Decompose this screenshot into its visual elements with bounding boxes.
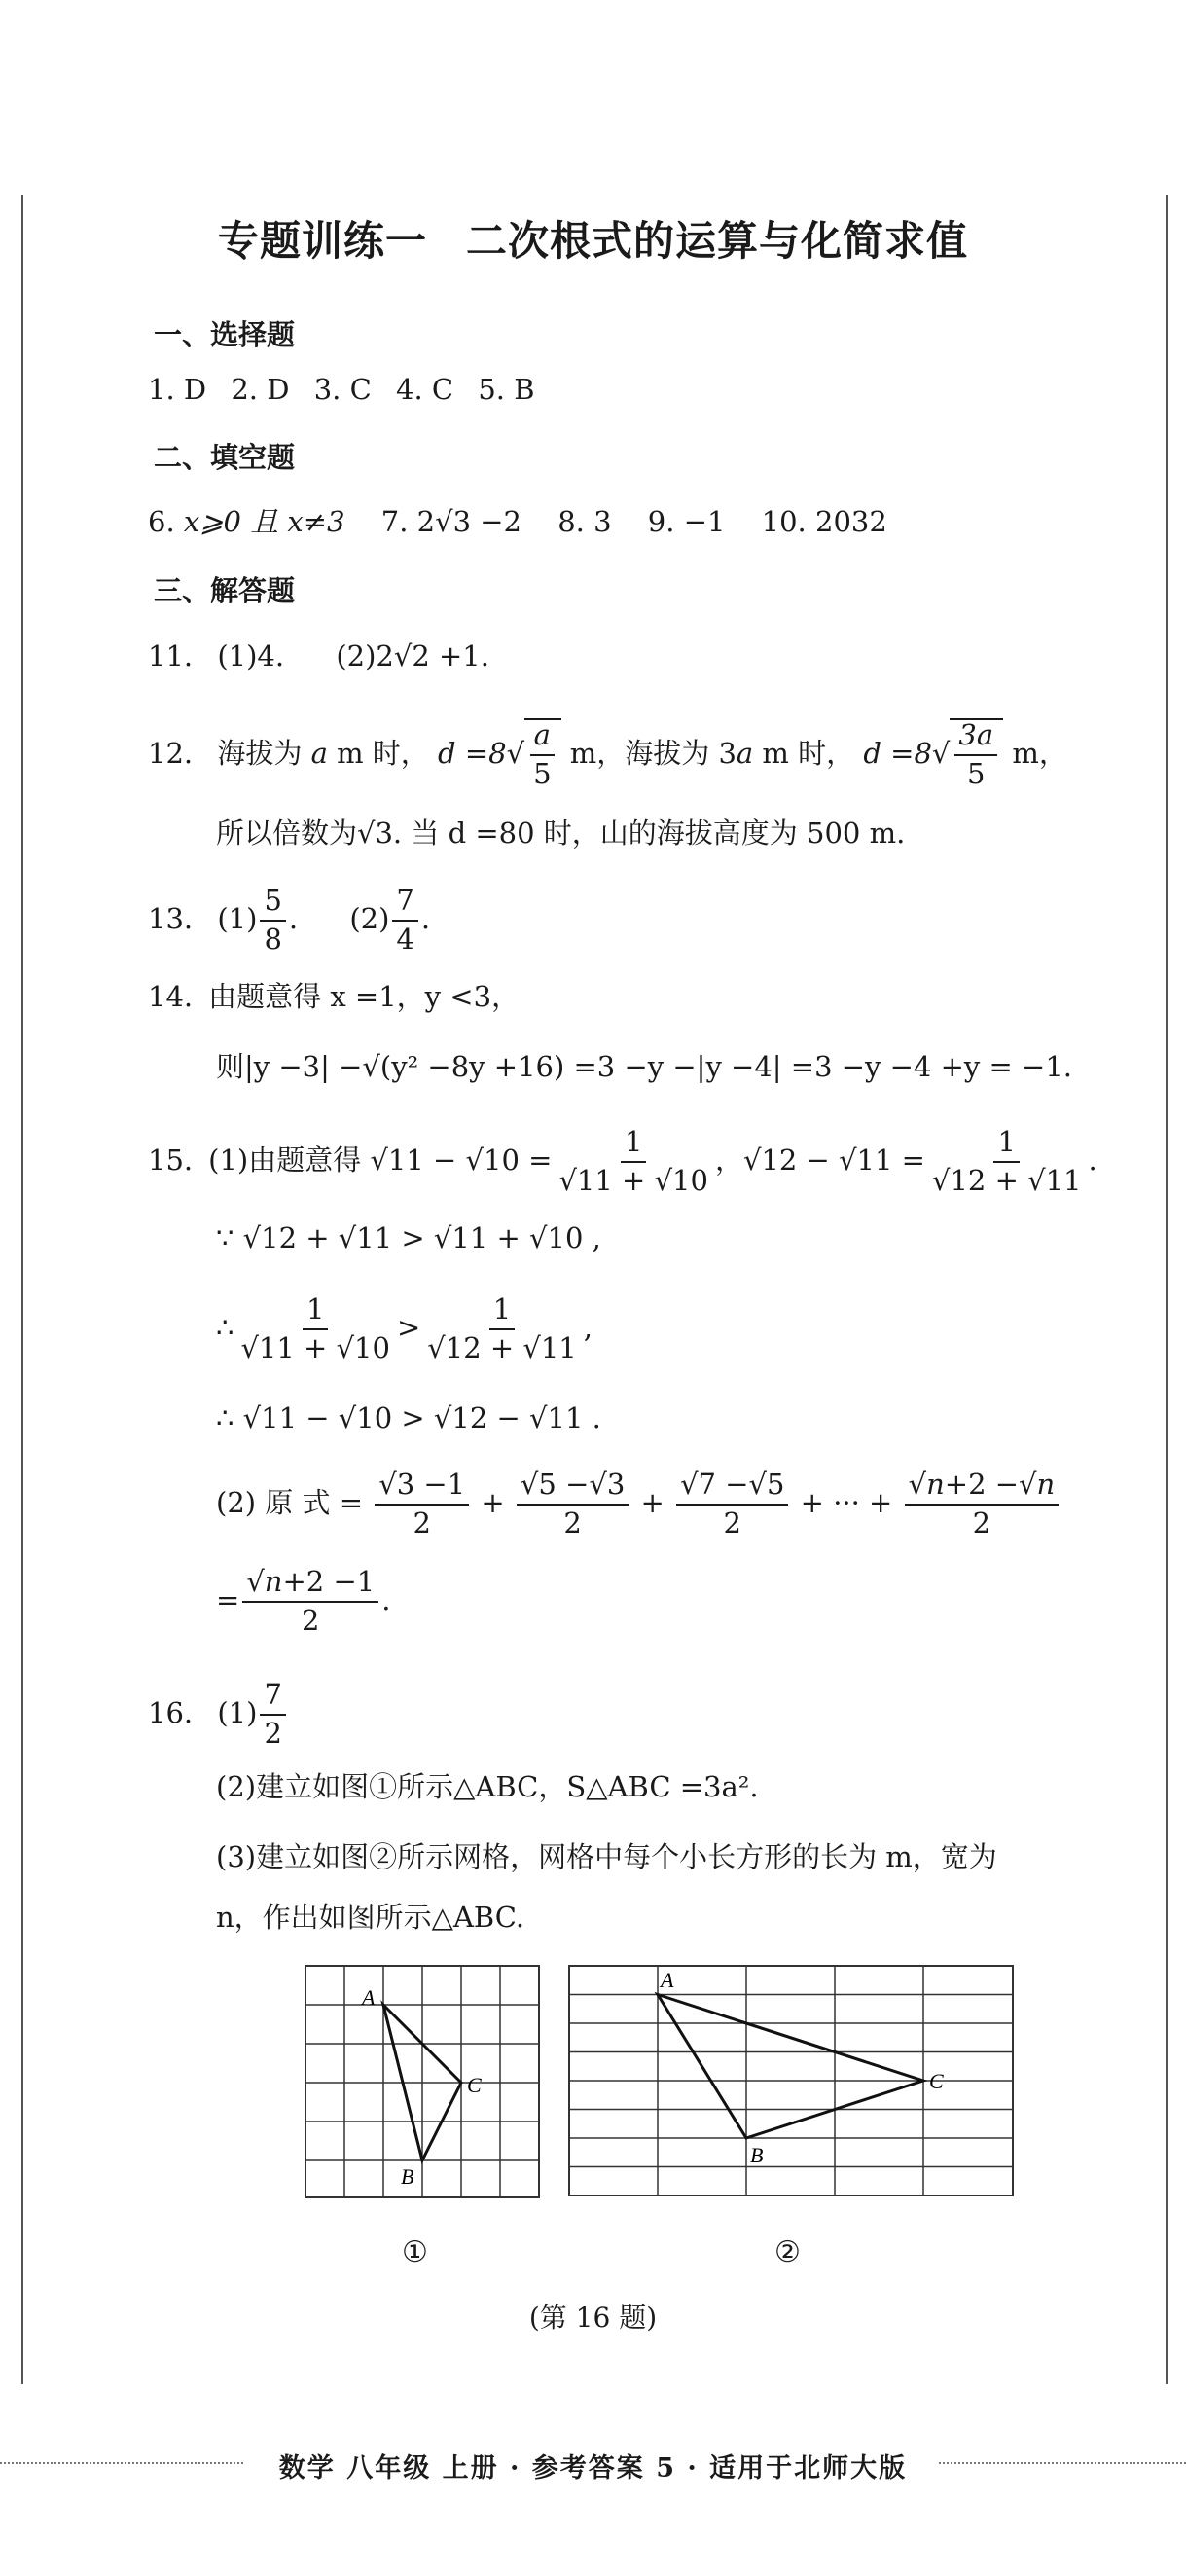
q16-part3-cont: n，作出如图所示△ABC.	[216, 1901, 525, 1934]
vertex-c-label: C	[467, 2073, 482, 2097]
q15-line2: ∵ √12 + √11 > √11 + √10 ,	[216, 1221, 601, 1254]
q16-part2: (2)建立如图①所示△ABC，S△ABC =3a².	[216, 1770, 759, 1803]
left-margin-line	[21, 195, 23, 2384]
figure-2-label: ②	[774, 2235, 801, 2269]
q16-part3: (3)建立如图②所示网格，网格中每个小长方形的长为 m，宽为	[216, 1840, 997, 1873]
figure-1-label: ①	[402, 2235, 428, 2269]
right-margin-line	[1166, 195, 1168, 2384]
q14-line1: 14. 由题意得 x =1，y <3，	[148, 980, 521, 1013]
section-solve: 三、解答题	[154, 574, 296, 607]
q11: 11. (1)4. (2)2√2 +1.	[148, 639, 489, 672]
footer: 数学 八年级 上册 · 参考答案 5 · 适用于北师大版	[278, 2453, 908, 2484]
q15-line4: ∴ √11 − √10 > √12 − √11 .	[216, 1401, 601, 1434]
vertex-c-label: C	[929, 2069, 944, 2093]
section-choice: 一、选择题	[154, 318, 296, 351]
vertex-b-label: B	[401, 2164, 414, 2189]
q12-line1: 12. 海拔为 a m 时， d =8√ $\frac{a}{5}$ m，海拔为 3a m 时， d =8√ $\frac{3a}{5}$ m，	[148, 718, 1067, 790]
vertex-b-label: B	[750, 2143, 764, 2167]
q13: 13. (1) $\frac{5}{8}$ . (2) $\frac{7}{4}$ .	[148, 884, 431, 956]
vertex-a-label: A	[362, 1985, 376, 2010]
q15-line6: = $\frac{√n+2 -1}{2}$ .	[216, 1565, 391, 1637]
q15-line3: ∴ $\frac{1}{√11 + √10}$ > $\frac{1}{√12 + √11}$ ,	[216, 1292, 593, 1364]
q12-line2: 所以倍数为√3. 当 d =80 时，山的海拔高度为 500 m.	[216, 816, 906, 850]
q6-10-answers: 6. x⩾0 且 x≠3 7. 2√3 −2 8. 3 9. −1 10. 2032	[148, 505, 887, 538]
triangle-abc-2	[658, 1995, 923, 2139]
figure-2-grid	[559, 1956, 1026, 2209]
q15-line5: (2) 原 式 = $\frac{√3 -1}{2}$ + $\frac{√5 -√3}{2}$ + $\frac{√7 -√5}{2}$ + ··· + $\frac{√n+2 -√n}{2}$	[216, 1469, 1061, 1540]
q14-line2: 则|y −3| −√(y² −8y +16) =3 −y −|y −4| =3 −y −4 +y = −1.	[216, 1050, 1073, 1083]
page-title: 专题训练一 二次根式的运算与化简求值	[217, 217, 969, 265]
q1-5-answers: 1. D 2. D 3. C 4. C 5. B	[148, 373, 535, 406]
vertex-a-label: A	[661, 1968, 674, 1992]
figure-1-grid	[292, 1956, 555, 2209]
section-fill: 二、填空题	[154, 441, 296, 474]
figure-caption: (第 16 题)	[528, 2302, 658, 2334]
q16-part1: 16. (1) $\frac{7}{2}$	[148, 1680, 289, 1750]
q15-line1: 15. (1)由题意得 √11 − √10 = $\frac{1}{√11 + √10}$ ，√12 − √11 = $\frac{1}{√12 + √11}$ .	[148, 1125, 1097, 1197]
